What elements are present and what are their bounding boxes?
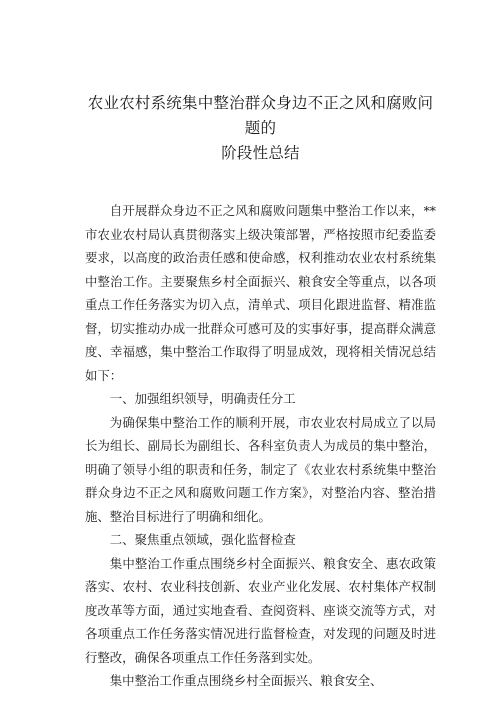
section-2-paragraph: 集中整治工作重点围绕乡村全面振兴、粮食安全、惠农政策落实、农村、农业科技创新、农业产业化发展、农村集体产权制度改革等方面，通过实地查看、查阅资料、座谈交流等方式，对各项重点工作任务落实情况进行监督检查，对发现的问题及时进行整改，确保各项重点工作任务落到实处。 <box>85 555 436 665</box>
section-1-paragraph: 为确保集中整治工作的顺利开展，市农业农村局成立了以局长为组长、副局长为副组长、各科室负责人为成员的集中整治，明确了领导小组的职责和任务，制定了《农业农村系统集中整治群众身边不正之风和腐败问题工作方案》，对整治内容、整治措施、整治目标进行了明确和细化。 <box>85 414 436 524</box>
document-body <box>85 199 436 693</box>
section-heading-2: 二、聚焦重点领域，强化监督检查 <box>109 532 296 547</box>
section-heading-1: 一、加强组织领导，明确责任分工 <box>109 391 296 406</box>
title-line-1: 农业农村系统集中整治群众身边不正之风和腐败问题的 <box>87 94 434 137</box>
section-2-paragraph-continued: 集中整治工作重点围绕乡村全面振兴、粮食安全、 <box>109 673 383 688</box>
intro-paragraph: 自开展群众身边不正之风和腐败问题集中整治工作以来，**市农业农村局认真贯彻落实上级决策部署，严格按照市纪委监委要求，以高度的政治责任感和使命感，权利推动农业农村系统集中整治工作。主要聚焦乡村全面振兴、粮食安全等重点，以各项重点工作任务落实为切入点，清单式、项目化跟进监督、精准监督，切实推动办成一批群众可感可及的实事好事，提高群众满意度、幸福感，集中整治工作取得了明显成效，现将相关情况总结如下： <box>85 203 436 383</box>
document-title <box>85 0 436 166</box>
title-line-2: 阶段性总结 <box>221 144 300 162</box>
